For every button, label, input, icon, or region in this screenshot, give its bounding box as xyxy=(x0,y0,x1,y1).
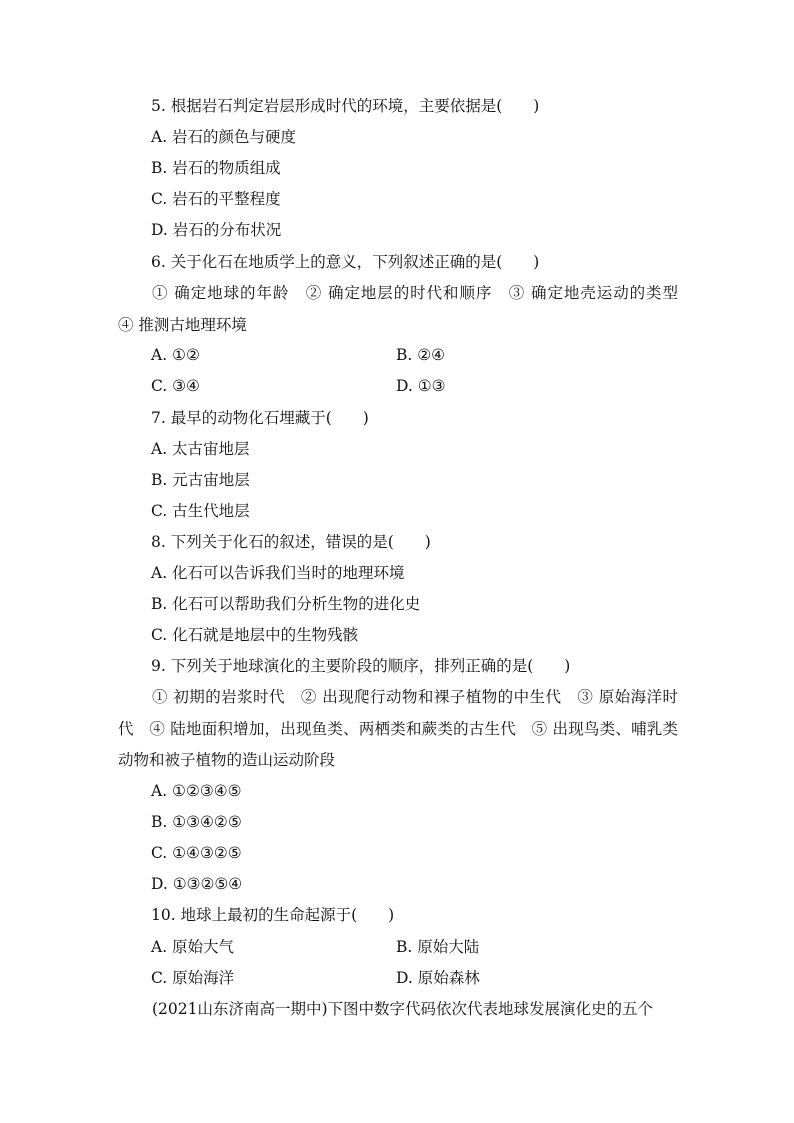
question-9-option-d: D. ①③②⑤④ xyxy=(151,875,243,893)
question-5-option-a: A. 岩石的颜色与硬度 xyxy=(151,128,297,146)
material-intro: (2021山东济南高一期中)下图中数字代码依次代表地球发展演化史的五个 xyxy=(152,1000,654,1018)
question-6-statements: ① 确定地球的年龄 ② 确定地层的时代和顺序 ③ 确定地壳运动的类型 ④ 推测古地理环境 xyxy=(118,284,694,334)
question-9-option-c: C. ①④③②⑤ xyxy=(151,844,242,862)
question-8-stem: 8. 下列关于化石的叙述，错误的是( ) xyxy=(151,533,431,551)
question-9-option-a: A. ①②③④⑤ xyxy=(151,782,242,800)
question-6-option-b: B. ②④ xyxy=(396,346,446,364)
question-6-option-c: C. ③④ xyxy=(151,377,200,395)
question-10-option-c: C. 原始海洋 xyxy=(151,969,235,987)
question-5-stem: 5. 根据岩石判定岩层形成时代的环境，主要依据是( ) xyxy=(151,97,540,115)
question-7-stem: 7. 最早的动物化石埋藏于( ) xyxy=(151,409,369,427)
question-7-option-a: A. 太古宙地层 xyxy=(151,440,250,458)
question-10-stem: 10. 地球上最初的生命起源于( ) xyxy=(151,906,395,924)
question-6-stem: 6. 关于化石在地质学上的意义，下列叙述正确的是( ) xyxy=(151,253,540,271)
question-7-option-b: B. 元古宙地层 xyxy=(151,471,250,489)
question-5-option-b: B. 岩石的物质组成 xyxy=(151,159,281,177)
question-9-stem: 9. 下列关于地球演化的主要阶段的顺序，排列正确的是( ) xyxy=(151,657,571,675)
question-9-statements: ① 初期的岩浆时代 ② 出现爬行动物和裸子植物的中生代 ③ 原始海洋时代 ④ 陆地面积增加，出现鱼类、两栖类和蕨类的古生代 ⑤ 出现鸟类、哺乳类动物和被子植物的造山运动阶段 xyxy=(118,688,678,769)
question-6-option-a: A. ①② xyxy=(151,346,200,364)
question-8-option-b: B. 化石可以帮助我们分析生物的进化史 xyxy=(151,595,421,613)
question-10-option-a: A. 原始大气 xyxy=(151,938,235,956)
question-6-option-d: D. ①③ xyxy=(396,377,446,395)
question-8-option-c: C. 化石就是地层中的生物残骸 xyxy=(151,626,359,644)
question-5-option-c: C. 岩石的平整程度 xyxy=(151,190,281,208)
question-7-option-c: C. 古生代地层 xyxy=(151,502,250,520)
question-8-option-a: A. 化石可以告诉我们当时的地理环境 xyxy=(151,564,405,582)
question-10-option-d: D. 原始森林 xyxy=(396,969,480,987)
question-5-option-d: D. 岩石的分布状况 xyxy=(151,221,282,239)
question-10-option-b: B. 原始大陆 xyxy=(396,938,480,956)
question-9-option-b: B. ①③④②⑤ xyxy=(151,813,242,831)
